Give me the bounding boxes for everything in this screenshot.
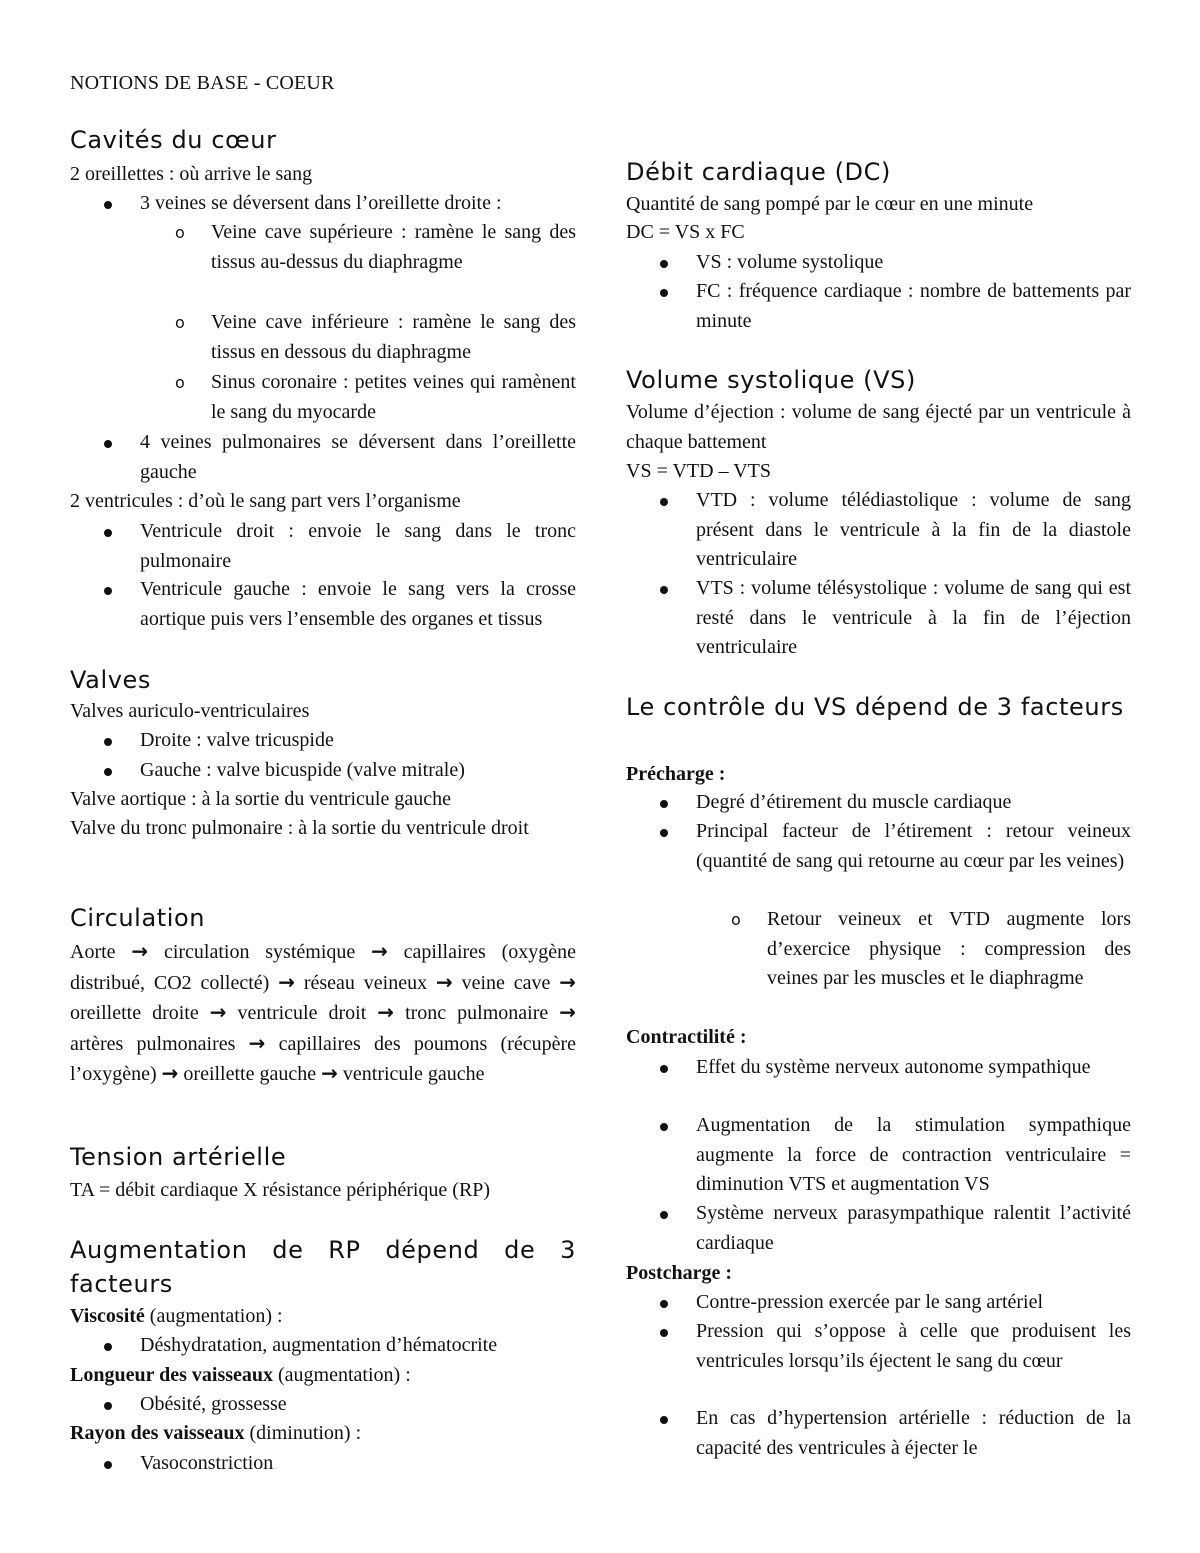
list-item: Ventricule droit : envoie le sang dans le tronc pulmonaire <box>140 517 576 576</box>
text-vs-def: Volume d’éjection : volume de sang éjecté par un ventricule à chaque battement <box>626 401 1131 453</box>
arrow-right-icon: → <box>209 1000 227 1025</box>
arrow-right-icon: → <box>371 939 388 963</box>
circulation-step: ventricule gauche <box>342 1063 485 1086</box>
bullet-icon <box>660 829 668 837</box>
bullet-icon <box>660 1329 668 1337</box>
arrow-right-icon: → <box>278 969 295 994</box>
list-item: Déshydratation, augmentation d’hématocrite <box>140 1331 576 1361</box>
list-item: Principal facteur de l’étirement : retour veineux (quantité de sang qui retourne au cœur par les veines) <box>696 817 1131 876</box>
circulation-paragraph <box>70 937 576 1090</box>
arrow-right-icon: → <box>559 969 576 994</box>
list-item: Pression qui s’oppose à celle que produisent les ventricules lorsqu’ils éjectent le sang du cœur <box>696 1317 1131 1376</box>
list-item: Droite : valve tricuspide <box>140 726 576 756</box>
list-item: Système nerveux parasympathique ralentit l’activité cardiaque <box>696 1199 1131 1258</box>
text-tension-formula: TA = débit cardiaque X résistance périphérique (RP) <box>70 1179 491 1201</box>
circulation-step: capillaires (oxygène distribué, CO2 collecté) <box>70 941 577 994</box>
text-oreillettes: 2 oreillettes : où arrive le sang <box>70 163 313 185</box>
circle-bullet-icon: o <box>175 313 185 332</box>
list-item: o Sinus coronaire : petites veines qui ramènent le sang du myocarde <box>211 368 576 427</box>
heading-rp: Augmentation de RP dépend de 3 facteurs <box>70 1236 576 1298</box>
bullet-icon <box>660 260 668 268</box>
bullet-icon <box>104 768 112 776</box>
bullet-icon <box>104 1343 112 1351</box>
list-item: 4 veines pulmonaires se déversent dans l’oreillette gauche <box>140 428 576 487</box>
circle-bullet-icon: o <box>175 373 185 392</box>
arrow-right-icon: → <box>161 1061 179 1086</box>
arrow-right-icon: → <box>248 1030 266 1055</box>
list-item: Degré d’étirement du muscle cardiaque <box>696 788 1131 818</box>
list-item: VTS : volume télésystolique : volume de sang qui est resté dans le ventricule à la fin de l’éjection ventriculaire <box>696 574 1131 663</box>
circulation-step: capillaires des poumons (récupère l’oxygène) <box>70 1032 576 1086</box>
document-title: NOTIONS DE BASE - COEUR <box>70 72 335 94</box>
list-item: o Veine cave supérieure : ramène le sang des tissus au-dessus du diaphragme <box>211 218 576 277</box>
text-viscosite: Viscosité (augmentation) : <box>70 1305 283 1327</box>
arrow-right-icon: → <box>377 1000 395 1025</box>
list-item: Ventricule gauche : envoie le sang vers la crosse aortique puis vers l’ensemble des organes et tissus <box>140 575 576 634</box>
label-postcharge: Postcharge : <box>626 1262 733 1284</box>
heading-tension: Tension artérielle <box>70 1143 287 1171</box>
bullet-icon <box>104 1402 112 1410</box>
circulation-step: veine cave <box>461 971 551 994</box>
arrow-right-icon: → <box>435 969 453 994</box>
bullet-icon <box>104 201 112 209</box>
arrow-right-icon: → <box>321 1061 338 1086</box>
bullet-icon <box>660 586 668 594</box>
list-item: Effet du système nerveux autonome sympathique <box>696 1053 1131 1083</box>
circle-bullet-icon: o <box>731 910 741 929</box>
list-item: o Veine cave inférieure : ramène le sang des tissus en dessous du diaphragme <box>211 308 576 367</box>
bullet-icon <box>104 738 112 746</box>
list-item: 3 veines se déversent dans l’oreillette droite : <box>140 189 576 219</box>
circulation-step: oreillette droite <box>70 1002 199 1025</box>
circulation-step: artères pulmonaires <box>70 1032 236 1055</box>
list-item: En cas d’hypertension artérielle : réduction de la capacité des ventricules à éjecter le <box>696 1404 1131 1463</box>
circulation-step: ventricule droit <box>237 1002 367 1025</box>
heading-cavites: Cavités du cœur <box>70 126 277 154</box>
text-longueur: Longueur des vaisseaux (augmentation) : <box>70 1364 411 1386</box>
list-item: VS : volume systolique <box>696 248 1131 278</box>
list-item: Obésité, grossesse <box>140 1390 576 1420</box>
arrow-right-icon: → <box>131 939 149 963</box>
circulation-step: tronc pulmonaire <box>405 1002 549 1025</box>
bullet-icon <box>660 1123 668 1131</box>
circulation-step: circulation systémique <box>163 941 356 963</box>
bullet-icon <box>104 587 112 595</box>
bullet-icon <box>660 1065 668 1073</box>
bullet-icon <box>660 1300 668 1308</box>
circulation-step: réseau veineux <box>303 971 428 994</box>
bullet-icon <box>660 1211 668 1219</box>
text-dc-def: Quantité de sang pompé par le cœur en une minute <box>626 193 1034 215</box>
list-item: o Retour veineux et VTD augmente lors d’exercice physique : compression des veines par les muscles et le diaphragme <box>767 905 1131 994</box>
heading-vs: Volume systolique (VS) <box>626 366 916 394</box>
circle-bullet-icon: o <box>175 223 185 242</box>
text-rayon: Rayon des vaisseaux (diminution) : <box>70 1422 362 1444</box>
arrow-right-icon: → <box>559 1000 577 1025</box>
bullet-icon <box>104 529 112 537</box>
text-valves-av: Valves auriculo-ventriculaires <box>70 700 310 722</box>
list-item: VTD : volume télédiastolique : volume de sang présent dans le ventricule à la fin de la diastole ventriculaire <box>696 486 1131 575</box>
text-dc-formula: DC = VS x FC <box>626 221 745 243</box>
list-item: FC : fréquence cardiaque : nombre de battements par minute <box>696 277 1131 336</box>
list-item: Vasoconstriction <box>140 1449 576 1479</box>
text-vs-formula: VS = VTD – VTS <box>626 460 772 482</box>
heading-circulation: Circulation <box>70 904 206 932</box>
bullet-icon <box>660 800 668 808</box>
list-item: Augmentation de la stimulation sympathique augmente la force de contraction ventriculaire = diminution VTS et augmentation VS <box>696 1111 1131 1200</box>
heading-dc: Débit cardiaque (DC) <box>626 158 891 186</box>
text-valve-aortique: Valve aortique : à la sortie du ventricule gauche <box>70 788 451 810</box>
label-contractilite: Contractilité : <box>626 1026 747 1048</box>
bullet-icon <box>104 440 112 448</box>
circulation-step: Aorte <box>70 941 116 963</box>
text-ventricules: 2 ventricules : d’où le sang part vers l’organisme <box>70 490 461 512</box>
bullet-icon <box>660 289 668 297</box>
heading-valves: Valves <box>70 666 152 694</box>
label-precharge: Précharge : <box>626 763 726 785</box>
circulation-step: oreillette gauche <box>183 1063 317 1086</box>
bullet-icon <box>660 1416 668 1424</box>
list-item: Gauche : valve bicuspide (valve mitrale) <box>140 756 576 786</box>
list-item: Contre-pression exercée par le sang artériel <box>696 1288 1131 1318</box>
bullet-icon <box>104 1461 112 1469</box>
text-valve-tronc: Valve du tronc pulmonaire : à la sortie du ventricule droit <box>70 817 529 839</box>
heading-controle: Le contrôle du VS dépend de 3 facteurs <box>626 693 1124 721</box>
bullet-icon <box>660 498 668 506</box>
